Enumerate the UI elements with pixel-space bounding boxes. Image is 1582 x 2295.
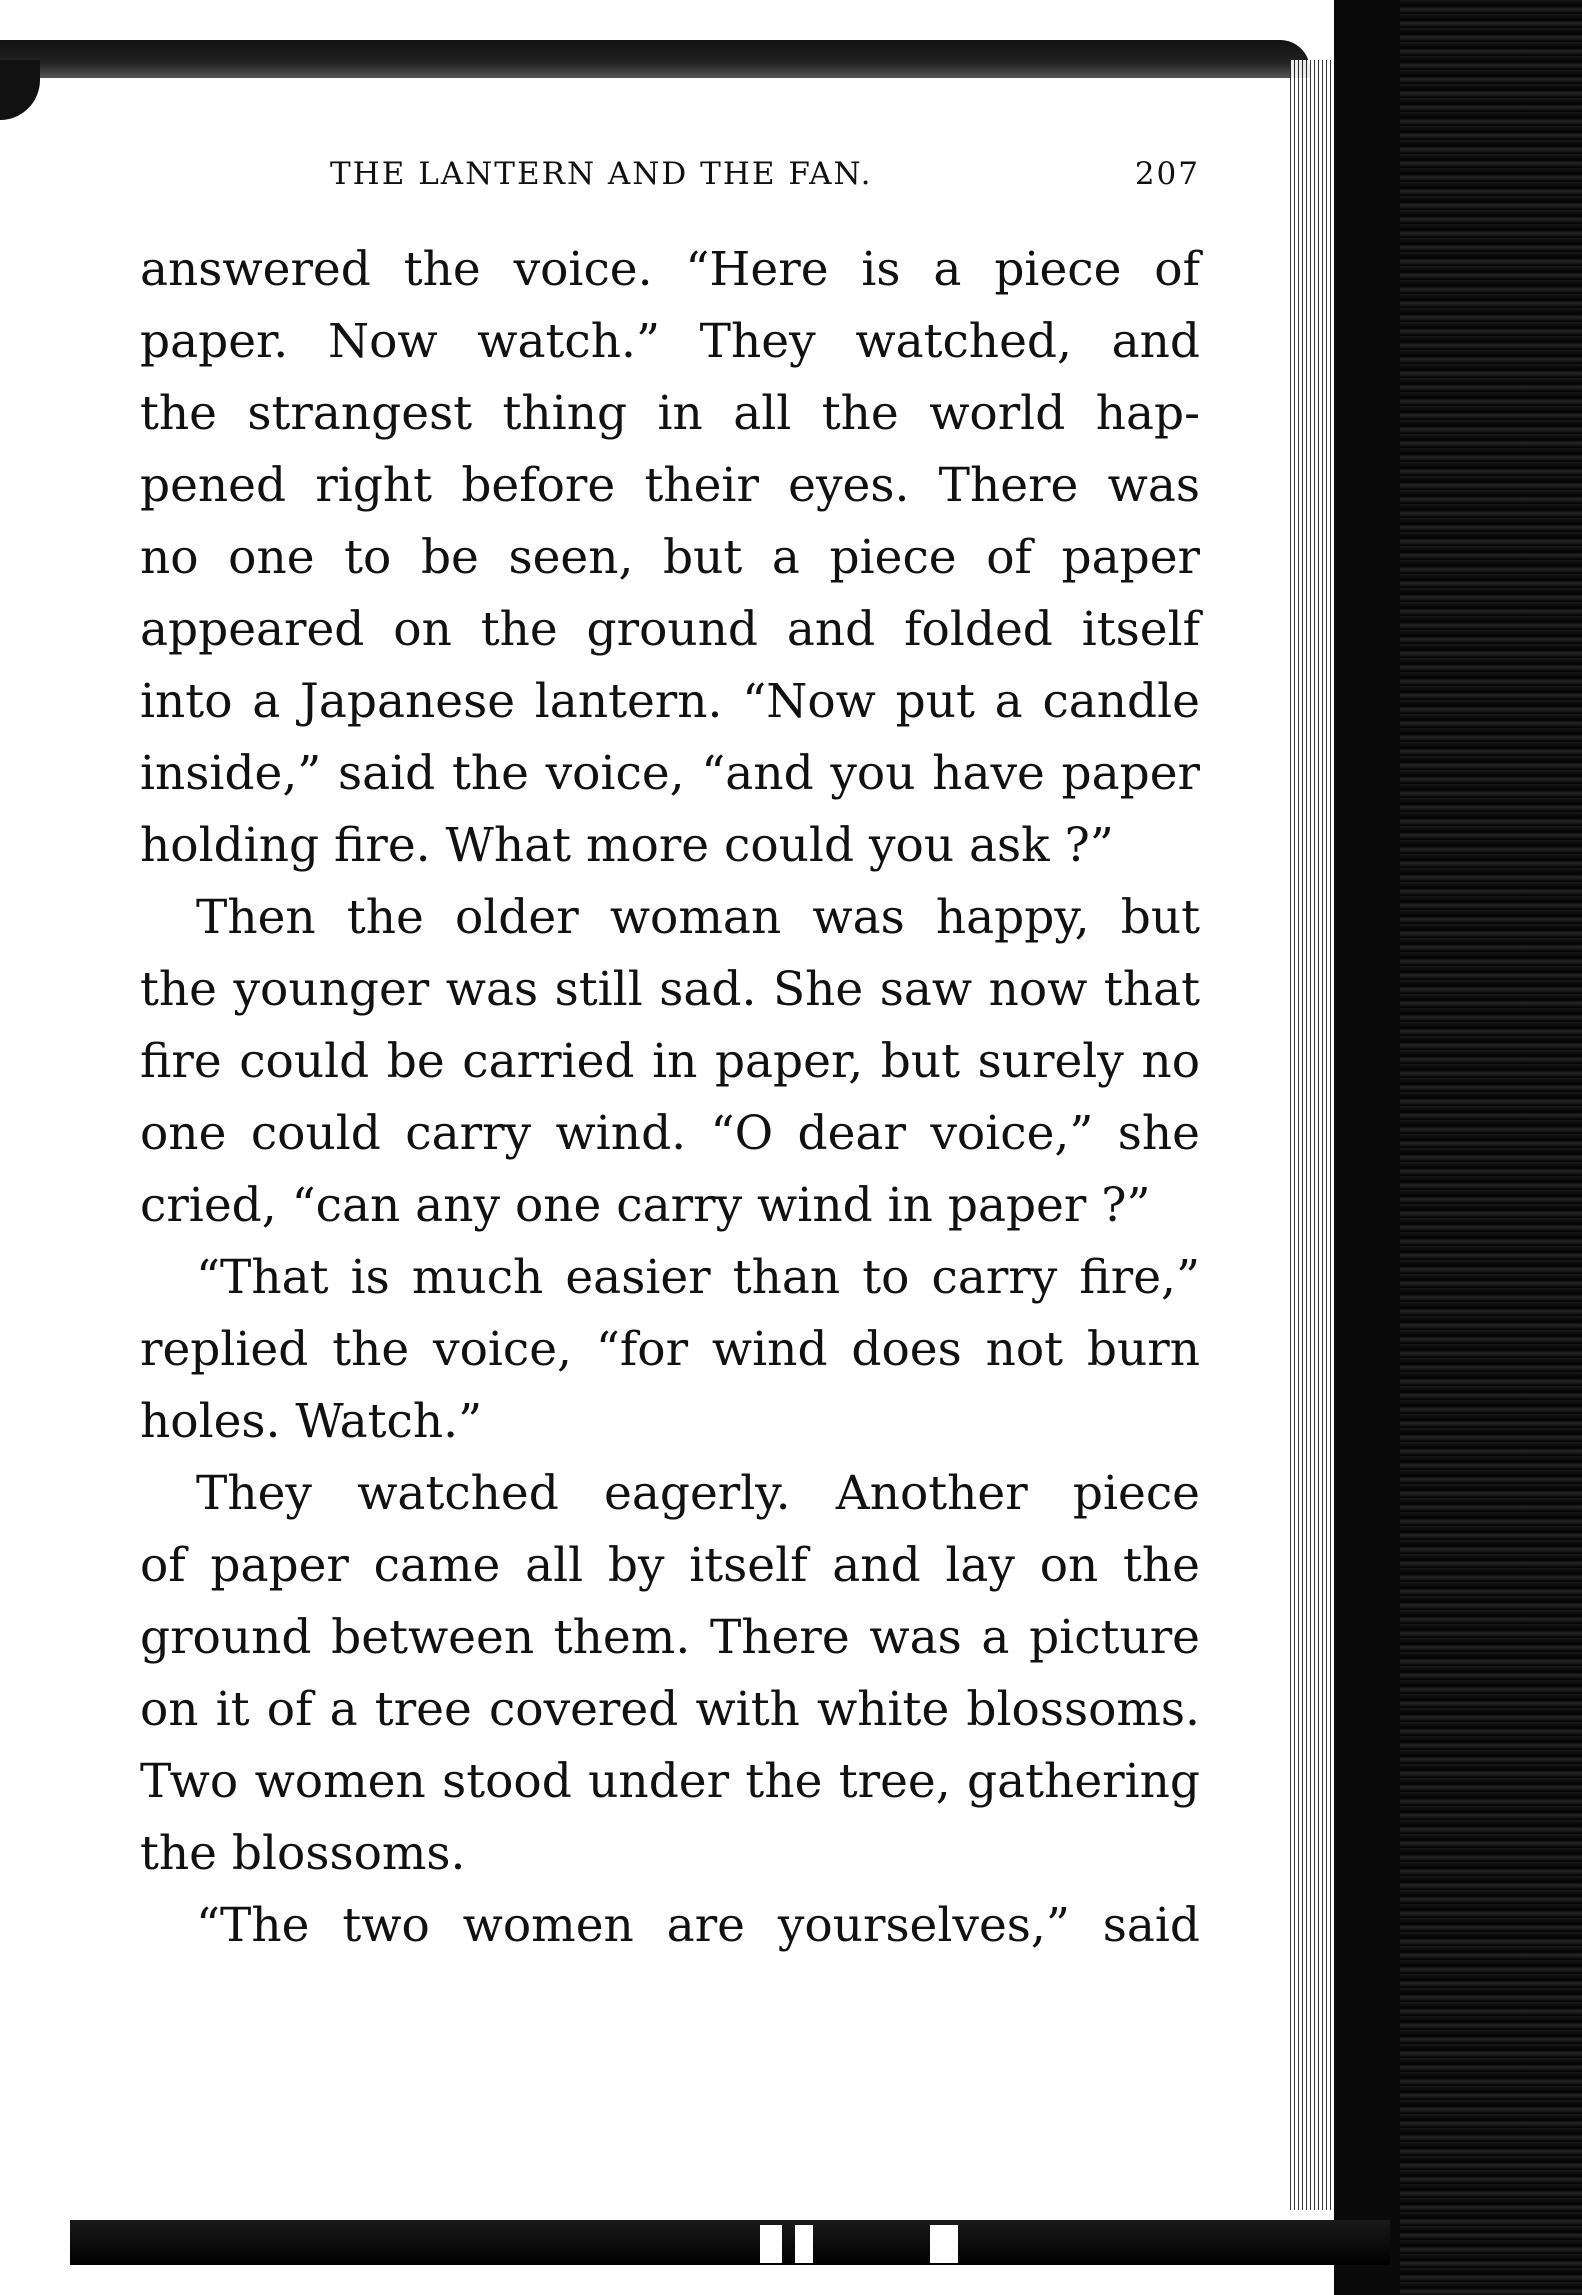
scan-bottom-edge: [70, 2220, 1390, 2265]
scan-bottom-gap: [930, 2225, 958, 2263]
running-title: THE LANTERN AND THE FAN.: [330, 156, 873, 192]
text-line: cried, “can any one carry wind in paper ?”: [140, 1178, 1151, 1233]
text-line: appeared on the ground and folded itself: [140, 602, 1200, 657]
scan-top-curl: [0, 60, 40, 120]
text-line: fire could be carried in paper, but surely no: [140, 1034, 1200, 1089]
text-line: ground between them. There was a picture: [140, 1610, 1200, 1665]
scan-bottom-gap: [760, 2225, 782, 2263]
text-line: “That is much easier than to carry fire,”: [196, 1250, 1200, 1305]
page-number: 207: [1134, 156, 1200, 192]
book-page: [140, 150, 1200, 1962]
body-text: [140, 234, 1200, 1962]
book-spine-texture: [1400, 0, 1582, 2295]
text-line: the strangest thing in all the world hap-: [140, 386, 1200, 441]
scan-top-edge: [0, 40, 1310, 78]
text-line: replied the voice, “for wind does not burn: [140, 1322, 1200, 1377]
text-line: one could carry wind. “O dear voice,” she: [140, 1106, 1200, 1161]
scan-bottom-gap: [795, 2225, 813, 2263]
text-line: no one to be seen, but a piece of paper: [140, 530, 1200, 585]
text-line: paper. Now watch.” They watched, and: [140, 314, 1200, 369]
text-line: Then the older woman was happy, but: [196, 890, 1200, 945]
text-line: inside,” said the voice, “and you have paper: [140, 746, 1200, 801]
text-line: into a Japanese lantern. “Now put a candle: [140, 674, 1200, 729]
text-line: They watched eagerly. Another piece: [196, 1466, 1200, 1521]
text-line: Two women stood under the tree, gathering: [140, 1754, 1200, 1809]
text-line: pened right before their eyes. There was: [140, 458, 1200, 513]
text-line: holding fire. What more could you ask ?”: [140, 818, 1114, 873]
text-line: the blossoms.: [140, 1826, 466, 1881]
running-head: [140, 150, 1200, 210]
text-line: “The two women are yourselves,” said: [196, 1898, 1200, 1953]
text-line: answered the voice. “Here is a piece of: [140, 242, 1200, 297]
page-edge-lines: [1290, 60, 1334, 2210]
text-line: on it of a tree covered with white blossoms.: [140, 1682, 1200, 1737]
text-line: the younger was still sad. She saw now that: [140, 962, 1200, 1017]
text-line: of paper came all by itself and lay on the: [140, 1538, 1200, 1593]
text-line: holes. Watch.”: [140, 1394, 483, 1449]
